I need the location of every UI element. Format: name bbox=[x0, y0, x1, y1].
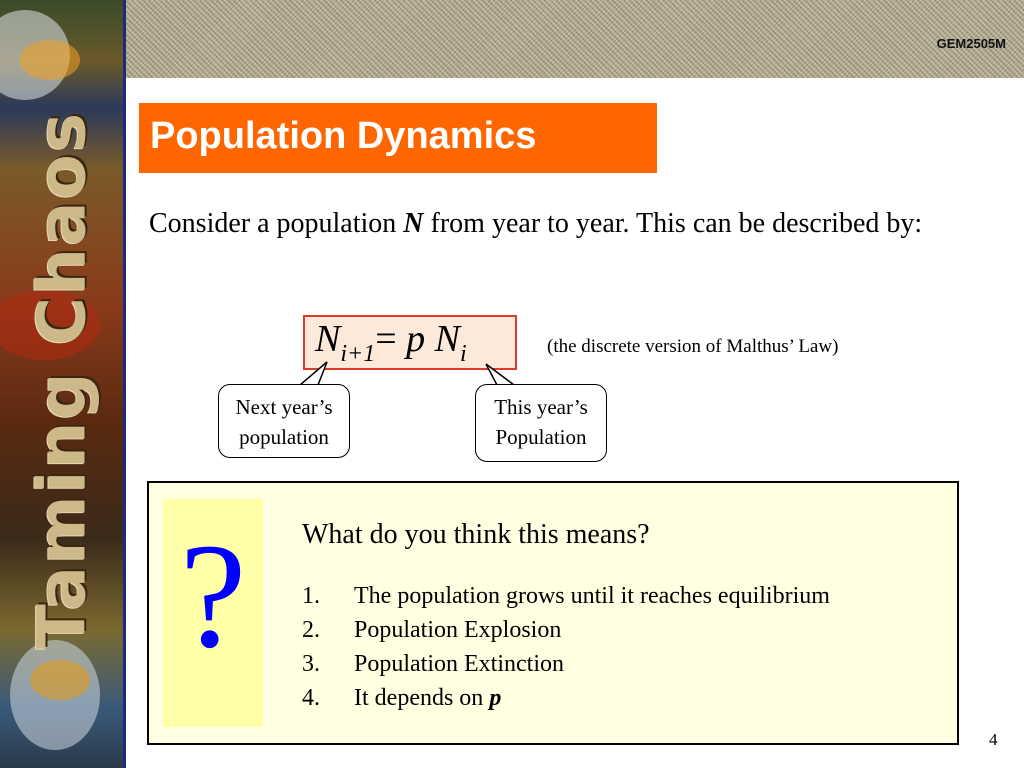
slide-title: Population Dynamics bbox=[150, 115, 537, 157]
formula-coef: p bbox=[406, 318, 426, 360]
brand-logo-text: Taming Chaos bbox=[23, 110, 101, 650]
intro-text bbox=[149, 203, 929, 244]
formula-lhs-sub: i+1 bbox=[340, 341, 376, 367]
formula-note: (the discrete version of Malthus’ Law) bbox=[547, 336, 839, 357]
course-code: GEM2505M bbox=[936, 36, 1006, 51]
quiz-question: What do you think this means? bbox=[302, 519, 650, 550]
option-variable: p bbox=[489, 685, 502, 711]
option-number: 1. bbox=[302, 583, 320, 609]
option-text: The population grows until it reaches equilibrium bbox=[354, 583, 830, 609]
formula-box bbox=[303, 315, 517, 370]
formula-rhs-sub: i bbox=[460, 341, 467, 367]
callout-this-line1: This year’s bbox=[494, 395, 588, 419]
option-number: 3. bbox=[302, 651, 320, 677]
option-text: Population Explosion bbox=[354, 617, 562, 643]
intro-variable: N bbox=[403, 208, 424, 239]
quiz-box bbox=[147, 481, 959, 745]
quiz-option-3[interactable] bbox=[302, 651, 564, 678]
decorative-sidebar bbox=[0, 0, 123, 768]
formula bbox=[315, 317, 467, 368]
option-number: 2. bbox=[302, 617, 320, 643]
callout-next-line1: Next year’s bbox=[235, 395, 333, 419]
quiz-option-1[interactable] bbox=[302, 583, 830, 610]
option-number: 4. bbox=[302, 685, 320, 711]
option-text: Population Extinction bbox=[354, 651, 564, 677]
header-band bbox=[126, 0, 1024, 78]
slide-title-box bbox=[139, 103, 657, 173]
formula-rhs-var: N bbox=[434, 318, 461, 360]
butterfly-image bbox=[20, 40, 80, 80]
callout-this-year bbox=[475, 384, 607, 462]
intro-part1: Consider a population bbox=[149, 208, 404, 239]
formula-lhs-var: N bbox=[315, 318, 341, 360]
quiz-option-4[interactable] bbox=[302, 685, 501, 712]
formula-equals: = bbox=[375, 318, 397, 360]
sidebar-divider bbox=[123, 0, 126, 768]
intro-part2: from year to year. This can be described by: bbox=[423, 208, 923, 239]
quiz-option-2[interactable] bbox=[302, 617, 561, 644]
butterfly-image-bottom bbox=[30, 660, 90, 700]
question-mark-icon: ? bbox=[179, 513, 247, 679]
option-text: It depends on bbox=[354, 685, 490, 711]
slide-number: 4 bbox=[989, 730, 998, 749]
callout-next-line2: population bbox=[239, 425, 329, 449]
callout-this-line2: Population bbox=[495, 425, 587, 449]
question-mark-panel bbox=[163, 499, 263, 727]
callout-next-year bbox=[218, 384, 350, 458]
